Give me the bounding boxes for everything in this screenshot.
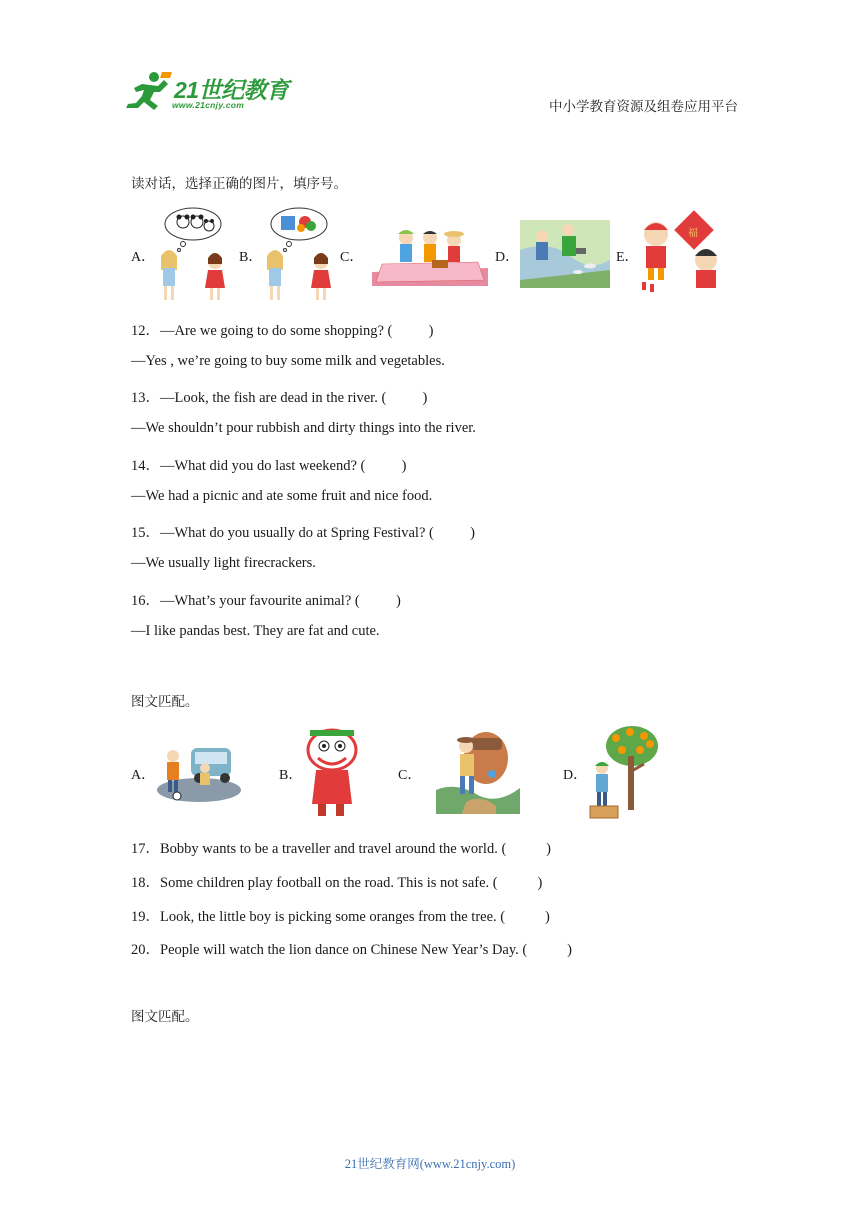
- answer-12: —Yes , we’re going to buy some milk and vegetables.: [131, 353, 445, 369]
- picnic-icon: [372, 224, 488, 286]
- svg-text:福: 福: [688, 228, 698, 239]
- question-20: 20．People will watch the lion dance on Chinese New Year’s Day. ( ): [131, 942, 572, 958]
- question-17: 17．Bobby wants to be a traveller and travel around the world. ( ): [131, 841, 551, 857]
- traveller-backpack-icon: [436, 728, 520, 814]
- section2-instruction: 图文匹配。: [131, 694, 199, 710]
- boy-picking-oranges-icon: [586, 722, 660, 820]
- page-footer: 21世纪教育网(www.21cnjy.com): [344, 1157, 516, 1171]
- answer-13: —We shouldn’t pour rubbish and dirty things into the river.: [131, 420, 476, 436]
- section2-option-a-label: A．: [131, 768, 156, 783]
- question-15: 15．—What do you usually do at Spring Festival? ( ): [131, 525, 475, 541]
- logo-text: 21世纪教育: [174, 77, 289, 103]
- section2-option-d-label: D．: [563, 768, 588, 783]
- question-13: 13．—Look, the fish are dead in the river. ( ): [131, 390, 428, 406]
- option-c-label: C．: [340, 250, 364, 265]
- option-e-label: E．: [616, 250, 639, 265]
- lion-dance-icon: [302, 726, 362, 820]
- kids-football-road-icon: [155, 742, 241, 804]
- option-a-label: A．: [131, 250, 156, 265]
- answer-15: —We usually light firecrackers.: [131, 555, 316, 571]
- question-18: 18．Some children play football on the road. This is not safe. ( ): [131, 875, 543, 891]
- question-12: 12．—Are we going to do some shopping? ( ): [131, 323, 434, 339]
- section2-option-c-label: C．: [398, 768, 422, 783]
- section2-option-b-label: B．: [279, 768, 303, 783]
- site-logo: [124, 70, 294, 116]
- answer-14: —We had a picnic and ate some fruit and nice food.: [131, 488, 433, 504]
- runner-icon: [124, 70, 174, 116]
- option-b-label: B．: [239, 250, 263, 265]
- dead-fish-river-icon: [520, 220, 610, 288]
- question-16: 16．—What’s your favourite animal? ( ): [131, 593, 401, 609]
- section3-instruction: 图文匹配。: [131, 1009, 199, 1025]
- option-d-label: D．: [495, 250, 520, 265]
- answer-16: —I like pandas best. They are fat and cute.: [131, 623, 380, 639]
- spring-festival-kids-icon: [636, 210, 730, 296]
- two-girls-pandas-icon: [153, 204, 231, 302]
- logo-url: www.21cnjy.com: [172, 100, 245, 110]
- section1-instruction: 读对话，选择正确的图片，填序号。: [131, 176, 347, 192]
- header-platform-title: 中小学教育资源及组卷应用平台: [549, 99, 738, 115]
- question-19: 19．Look, the little boy is picking some oranges from the tree. ( ): [131, 909, 550, 925]
- two-girls-shopping-icon: [259, 204, 337, 302]
- question-14: 14．—What did you do last weekend? ( ): [131, 458, 407, 474]
